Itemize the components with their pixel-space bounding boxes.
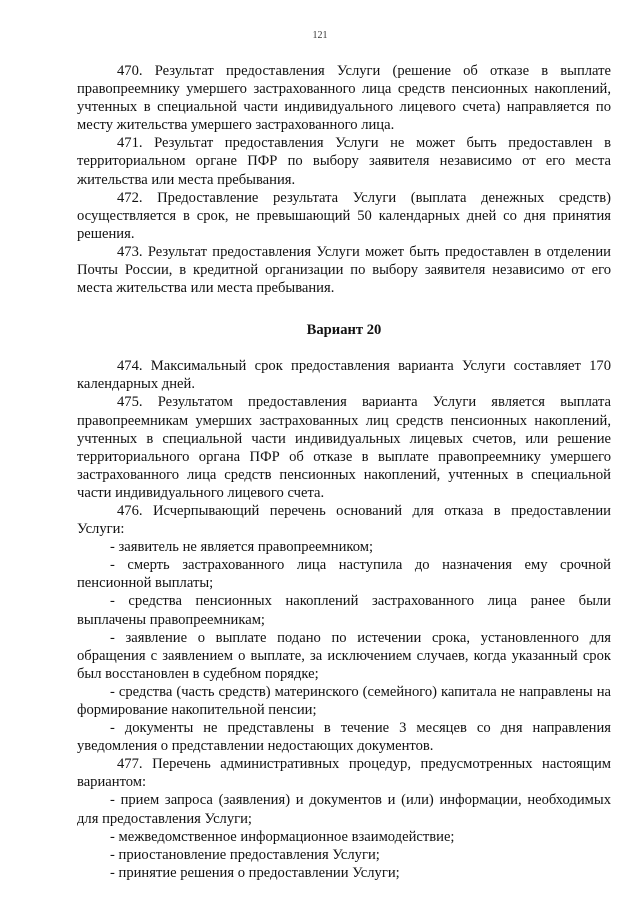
procedure-list-item: - прием запроса (заявления) и документов и (или) информации, необходимых для предоставления Услуги; xyxy=(77,792,611,827)
refusal-list-item: - документы не представлены в течение 3 месяцев со дня направления уведомления о представлении недостающих документов. xyxy=(77,720,611,755)
paragraph-477: 477. Перечень административных процедур, предусмотренных настоящим вариантом: xyxy=(77,756,611,791)
refusal-list-item: - средства (часть средств) материнского (семейного) капитала не направлены на формирование накопительной пенсии; xyxy=(77,683,611,718)
paragraph-471: 471. Результат предоставления Услуги не может быть предоставлен в территориальном органе ПФР по выбору заявителя независимо от его места жительства или места пребывания. xyxy=(77,135,611,188)
refusal-list-item: - заявление о выплате подано по истечении срока, установленного для обращения с заявлением о выплате, за исключением случаев, когда указанный срок был восстановлен в судебном порядке; xyxy=(77,629,611,682)
procedure-list-item: - приостановление предоставления Услуги; xyxy=(110,846,380,863)
paragraph-470: 470. Результат предоставления Услуги (решение об отказе в выплате правопреемнику умершего застрахованного лица средств пенсионных накоплений, учтенных в специальной части индивидуального лицевого счета) направляется по месту жительства умершего застрахованного лица. xyxy=(77,63,611,134)
document-body xyxy=(77,62,611,882)
refusal-list-item: - заявитель не является правопреемником; xyxy=(110,539,374,556)
paragraph-472: 472. Предоставление результата Услуги (выплата денежных средств) осуществляется в срок, не превышающий 50 календарных дней со дня принятия решения. xyxy=(77,189,611,242)
paragraph-473: 473. Результат предоставления Услуги может быть предоставлен в отделении Почты России, в кредитной организации по выбору заявителя независимо от его места жительства или места пребывания. xyxy=(77,243,611,297)
procedure-list-item: - принятие решения о предоставлении Услуги; xyxy=(110,864,400,881)
section-heading: Вариант 20 xyxy=(306,322,382,339)
page-number: 121 xyxy=(312,30,328,41)
paragraph-475: 475. Результатом предоставления варианта Услуги является выплата правопреемникам умерших застрахованных лиц средств пенсионных накоплений, учтенных в специальной части индивидуальных лицевых счетов, или решение территориального органа ПФР об отказе в выплате правопреемнику умершего застрахованного лица средств пенсионных накоплений, учтенных в специальной части индивидуального лицевого счета. xyxy=(77,394,611,501)
refusal-list-item: - средства пенсионных накоплений застрахованного лица ранее были выплачены правопреемникам; xyxy=(77,593,611,628)
procedure-list-item: - межведомственное информационное взаимодействие; xyxy=(110,828,455,845)
paragraph-476: 476. Исчерпывающий перечень оснований для отказа в предоставлении Услуги: xyxy=(77,502,611,538)
refusal-list-item: - смерть застрахованного лица наступила до назначения ему срочной пенсионной выплаты; xyxy=(77,557,611,592)
paragraph-474: 474. Максимальный срок предоставления варианта Услуги составляет 170 календарных дней. xyxy=(77,358,611,393)
